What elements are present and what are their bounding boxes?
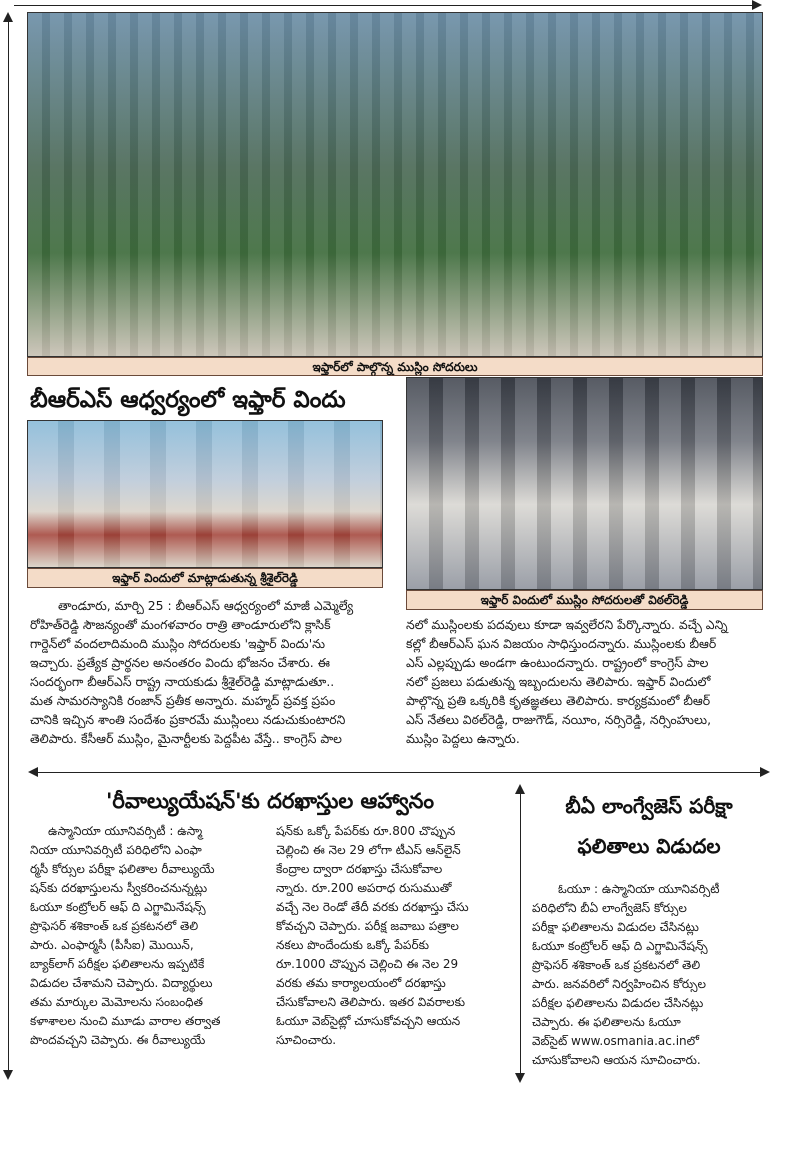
article-line: షన్‌కు దరఖాస్తులను స్వీకరించనున్నట్లు: [30, 881, 208, 895]
iftar-article-column-1: [30, 596, 394, 748]
section-divider-arrow-up: [515, 784, 525, 794]
article-line: పరిధిలోని బీఏ లాంగ్వేజెస్‌ కోర్సుల: [532, 901, 687, 915]
revaluation-article-column-1: [30, 822, 265, 1050]
left-divider: [8, 20, 9, 1075]
article-line: చానికి ఇచ్చిన శాంతి సందేశం ప్రకారమే ముస్లింలు నడుచుకుంటారని: [30, 712, 346, 727]
article-line: ఓయూ కంట్రోలర్‌ ఆఫ్‌ ది ఎగ్జామినేషన్స్‌: [532, 939, 708, 953]
article-line: మత సామరస్యానికి రంజాన్‌ ప్రతీక అన్నారు. మహ్మద్‌ ప్రవక్త ప్రపం: [30, 693, 336, 708]
article-line: షన్‌కు ఒక్కో పేపర్‌కు రూ.800 చొప్పున: [276, 824, 456, 838]
language-results-headline: [536, 786, 762, 866]
article-line: న్నారు. రూ.200 అపరాధ రుసుముతో: [276, 881, 452, 895]
article-line: తాండూరు, మార్చి 25 : బీఆర్‌ఎస్‌ ఆధ్వర్యంలో మాజీ ఎమ్మెల్యే: [58, 598, 354, 613]
article-line: నకలు పొందేందుకు ఒక్కో పేపర్‌కు: [276, 938, 429, 952]
article-line: పాల్గొన్న ప్రతి ఒక్కరికి కృతజ్ఞతలు తెలిపారు. కార్యక్రమంలో బీఆర్‌: [406, 693, 711, 708]
article-line: ప్రొఫెసర్‌ శశికాంత్‌ ఒక ప్రకటనలో తెలి: [532, 958, 701, 972]
article-line: ర్మసీ కోర్సుల పరీక్షా ఫలితాల రీవాల్యుయే: [30, 862, 215, 876]
language-results-article: [532, 880, 764, 1070]
article-line: తెలిపారు. కేసీఆర్‌ ముస్లిం, మైనార్టీలకు పెద్దపీట వేస్తే.. కాంగ్రెస్‌ పాల: [30, 731, 342, 746]
article-line: నలో ముస్లింలకు పదవులు కూడా ఇవ్వలేరని పేర్కొన్నారు. వచ్చే ఎన్ని: [406, 617, 728, 632]
photo2-caption: ఇఫ్తార్‌ విందులో మాట్లాడుతున్న శ్రీశైల్‌రెడ్డి: [27, 568, 383, 588]
middle-divider: [38, 772, 760, 773]
article-line: పొందవచ్చని చెప్పారు. ఈ రీవాల్యుయే: [30, 1033, 206, 1047]
section-divider-arrow-down: [515, 1073, 525, 1083]
top-divider-arrow: [752, 0, 762, 10]
photo1-caption: ఇఫ్తార్‌లో పాల్గొన్న ముస్లిం సోదరులు: [27, 357, 763, 376]
article-line: విడుదల చేశామని చెప్పారు. విద్యార్థులు: [30, 976, 213, 990]
article-line: బ్యాక్‌లాగ్‌ పరీక్షల ఫలితాలను ఇప్పటికే: [30, 957, 205, 971]
article-line: పారు. జనవరిలో నిర్వహించిన కోర్సుల: [532, 977, 707, 991]
revaluation-article-column-2: [276, 822, 506, 1050]
language-headline-line-1: బీఏ లాంగ్వేజెస్‌ పరీక్షా: [565, 794, 733, 818]
article-line: కల్లో బీఆర్‌ఎస్‌ ఘన విజయం సాధిస్తుందన్నారు. ముస్లింలకు బీఆర్‌: [406, 636, 717, 651]
photo3-caption: ఇఫ్తార్‌ విందులో ముస్లిం సోదరులతో విఠల్‌రెడ్డి: [406, 590, 763, 610]
iftar-crowd-photo: [27, 12, 763, 357]
left-divider-arrow-up: [3, 12, 13, 22]
leaders-with-muslim-brothers-photo: [406, 377, 763, 590]
article-line: ఉస్మానియా యూనివర్సిటీ : ఉస్మా: [48, 824, 203, 838]
article-line: చూసుకోవాలని ఆయన సూచించారు.: [532, 1053, 701, 1067]
article-line: వెబ్‌సైట్‌ www.osmania.ac.inలో: [532, 1034, 699, 1048]
article-line: ఓయూ వెబ్‌సైట్లో చూసుకోవచ్చని ఆయన: [276, 1014, 461, 1028]
article-line: రోహిత్‌రెడ్డి సౌజన్యంతో మంగళవారం రాత్రి తాండూరులోని క్లాసిక్‌: [30, 617, 331, 632]
middle-divider-arrow-left: [28, 767, 38, 777]
article-line: ఇచ్చారు. ప్రత్యేక ప్రార్థనల అనంతరం విందు భోజనం చేశారు. ఈ: [30, 655, 330, 670]
article-line: నలో ప్రజలు పడుతున్న ఇబ్బందులను తెలిపారు. ఇఫ్తార్‌ విందులో: [406, 674, 711, 689]
article-line: ఎస్‌ ఎల్లప్పుడు అండగా ఉంటుందన్నారు. రాష్ట్రంలో కాంగ్రెస్‌ పాల: [406, 655, 709, 670]
speaker-photo: [27, 420, 383, 568]
article-line: ముస్లిం పెద్దలు ఉన్నారు.: [406, 731, 520, 746]
article-line: పరీక్షా ఫలితాలను విడుదల చేసినట్లు: [532, 920, 699, 934]
revaluation-headline: 'రీవాల్యుయేషన్‌'కు దరఖాస్తుల ఆహ్వానం: [105, 789, 435, 813]
article-line: గార్డెన్‌లో వందలాదిమంది ముస్లిం సోదరులకు 'ఇఫ్తార్‌ విందు'ను: [30, 636, 326, 651]
article-line: ఓయూ కంట్రోలర్‌ ఆఫ్‌ ది ఎగ్జామినేషన్స్‌: [30, 900, 206, 914]
article-line: నియా యూనివర్సిటీ పరిధిలోని ఎంఫా: [30, 843, 202, 857]
article-line: రూ.1000 చొప్పున చెల్లించి ఈ నెల 29: [276, 957, 459, 971]
article-line: తమ మార్కుల మెమోలను సంబంధిత: [30, 995, 203, 1009]
article-line: పారు. ఎంఫార్మసీ (పీసీఐ) మొయిన్‌,: [30, 938, 194, 952]
middle-divider-arrow-right: [760, 767, 770, 777]
article-line: కళాశాలల నుంచి మూడు వారాల తర్వాత: [30, 1014, 221, 1028]
section-divider-vertical: [520, 793, 521, 1078]
article-line: ఓయూ : ఉస్మానియా యూనివర్సిటీ: [558, 882, 720, 896]
article-line: వరకు తమ కార్యాలయంలో దరఖాస్తు: [276, 976, 446, 990]
article-line: కోవచ్చని చెప్పారు. పరీక్ష జవాబు పత్రాల: [276, 919, 459, 933]
article-line: సందర్భంగా బీఆర్‌ఎస్‌ రాష్ట్ర నాయకుడు శ్రీశైల్‌రెడ్డి మాట్లాడుతూ..: [30, 674, 335, 689]
top-divider: [14, 5, 754, 6]
article-line: సూచించారు.: [276, 1033, 337, 1047]
iftar-headline: బీఆర్‌ఎస్‌ ఆధ్వర్యంలో ఇఫ్తార్‌ విందు: [30, 387, 346, 413]
article-line: కేంద్రాల ద్వారా దరఖాస్తు చేసుకోవాల: [276, 862, 443, 876]
article-line: ప్రొఫెసర్‌ శశికాంత్‌ ఒక ప్రకటనలో తెలి: [30, 919, 199, 933]
article-line: చెల్లించి ఈ నెల 29 లోగా టీఎస్‌ ఆన్‌లైన్‌: [276, 843, 461, 857]
language-headline-line-2: ఫలితాలు విడుదల: [577, 834, 721, 858]
article-line: ఎస్‌ నేతలు విఠల్‌రెడ్డి, రాజుగౌడ్‌, నయీం, నర్సిరెడ్డి, నర్సింహులు,: [406, 712, 712, 727]
article-line: చేసుకోవాలని తెలిపారు. ఇతర వివరాలకు: [276, 995, 465, 1009]
iftar-article-column-2: [406, 615, 763, 748]
article-line: వచ్చే నెల రెండో తేదీ వరకు దరఖాస్తు చేసు: [276, 900, 469, 914]
article-line: పరీక్షల ఫలితాలను విడుదల చేసినట్లు: [532, 996, 704, 1010]
article-line: చెప్పారు. ఈ ఫలితాలను ఓయూ: [532, 1015, 681, 1029]
left-divider-arrow-down: [3, 1070, 13, 1080]
